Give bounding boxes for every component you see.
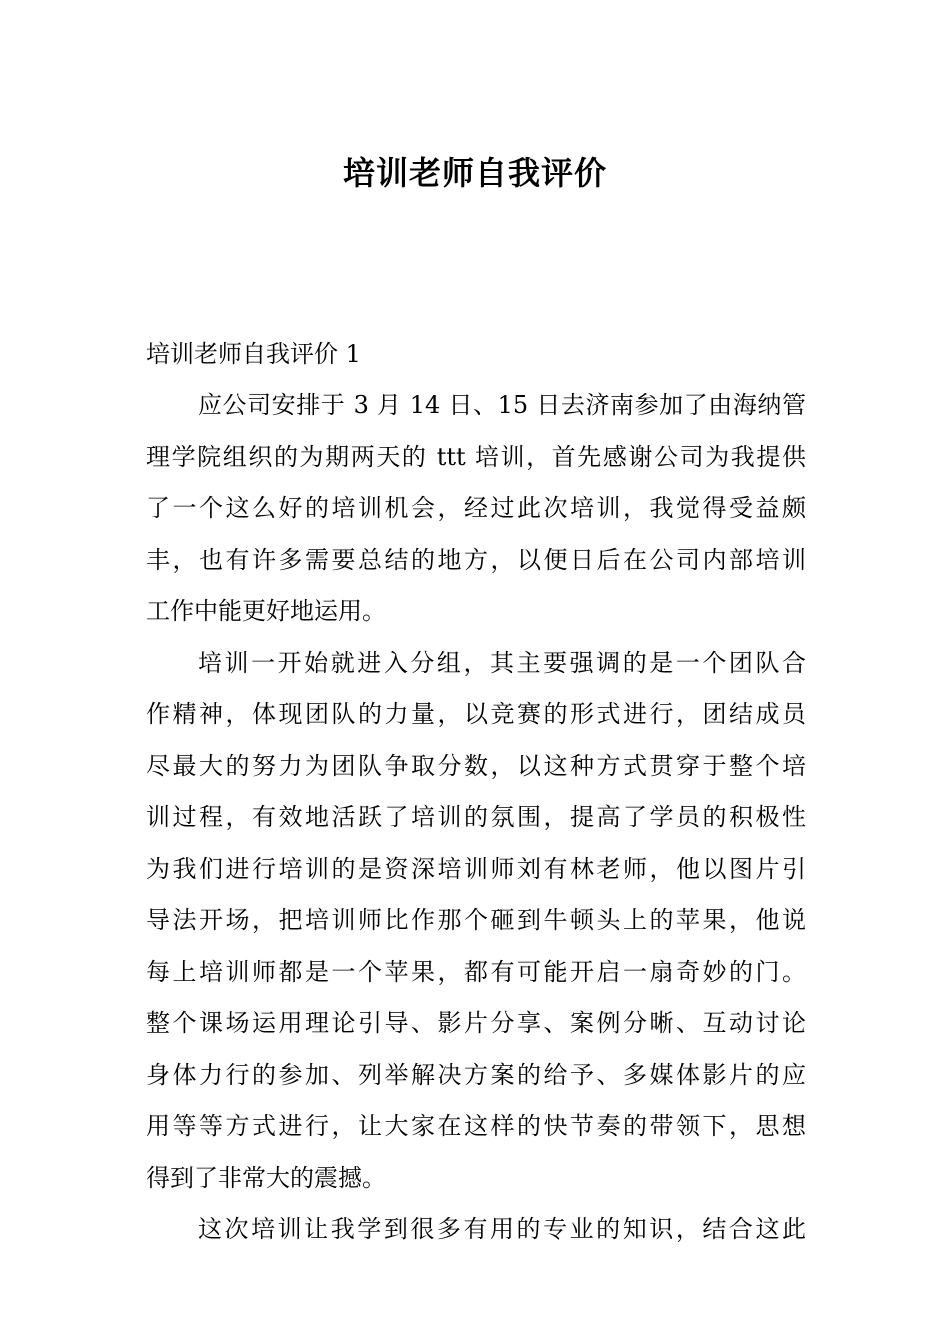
text-line: 作精神，体现团队的力量，以竞赛的形式进行，团结成员 — [146, 700, 806, 728]
text-line: 了一个这么好的培训机会，经过此次培训，我觉得受益颇 — [146, 494, 806, 522]
text-line: 为我们进行培训的是资深培训师刘有林老师，他以图片引 — [146, 854, 806, 883]
text-line: 应公司安排于 3 月 14 日、15 日去济南参加了由海纳管 — [198, 391, 806, 419]
text-line: 尽最大的努力为团队争取分数，以这种方式贯穿于整个培 — [146, 751, 806, 780]
text-line: 训过程，有效地活跃了培训的氛围，提高了学员的积极性 — [146, 803, 806, 831]
text-line: 每上培训师都是一个苹果，都有可能开启一扇奇妙的门。 — [146, 957, 806, 986]
text-line: 用等等方式进行，让大家在这样的快节奏的带领下，思想 — [146, 1112, 806, 1140]
text-line: 这次培训让我学到很多有用的专业的知识，结合这此 — [198, 1215, 806, 1243]
text-line: 导法开场，把培训师比作那个砸到牛顿头上的苹果，他说 — [146, 906, 806, 934]
document-body — [146, 328, 806, 1256]
text-line: 丰，也有许多需要总结的地方，以便日后在公司内部培训 — [146, 545, 806, 574]
text-line: 整个课场运用理论引导、影片分享、案例分晰、互动讨论 — [146, 1009, 806, 1037]
text-line: 培训一开始就进入分组，其主要强调的是一个团队合 — [198, 648, 806, 677]
text-line: 工作中能更好地运用。 — [146, 597, 386, 625]
paragraph-lines — [146, 380, 806, 1256]
text-line: 得到了非常大的震撼。 — [146, 1163, 386, 1192]
document-title: 培训老师自我评价 — [342, 154, 607, 193]
text-line: 理学院组织的为期两天的 ttt 培训，首先感谢公司为我提供 — [146, 442, 806, 471]
section-heading: 培训老师自我评价 1 — [146, 340, 361, 368]
text-line: 身体力行的参加、列举解决方案的给予、多媒体影片的应 — [146, 1060, 806, 1089]
